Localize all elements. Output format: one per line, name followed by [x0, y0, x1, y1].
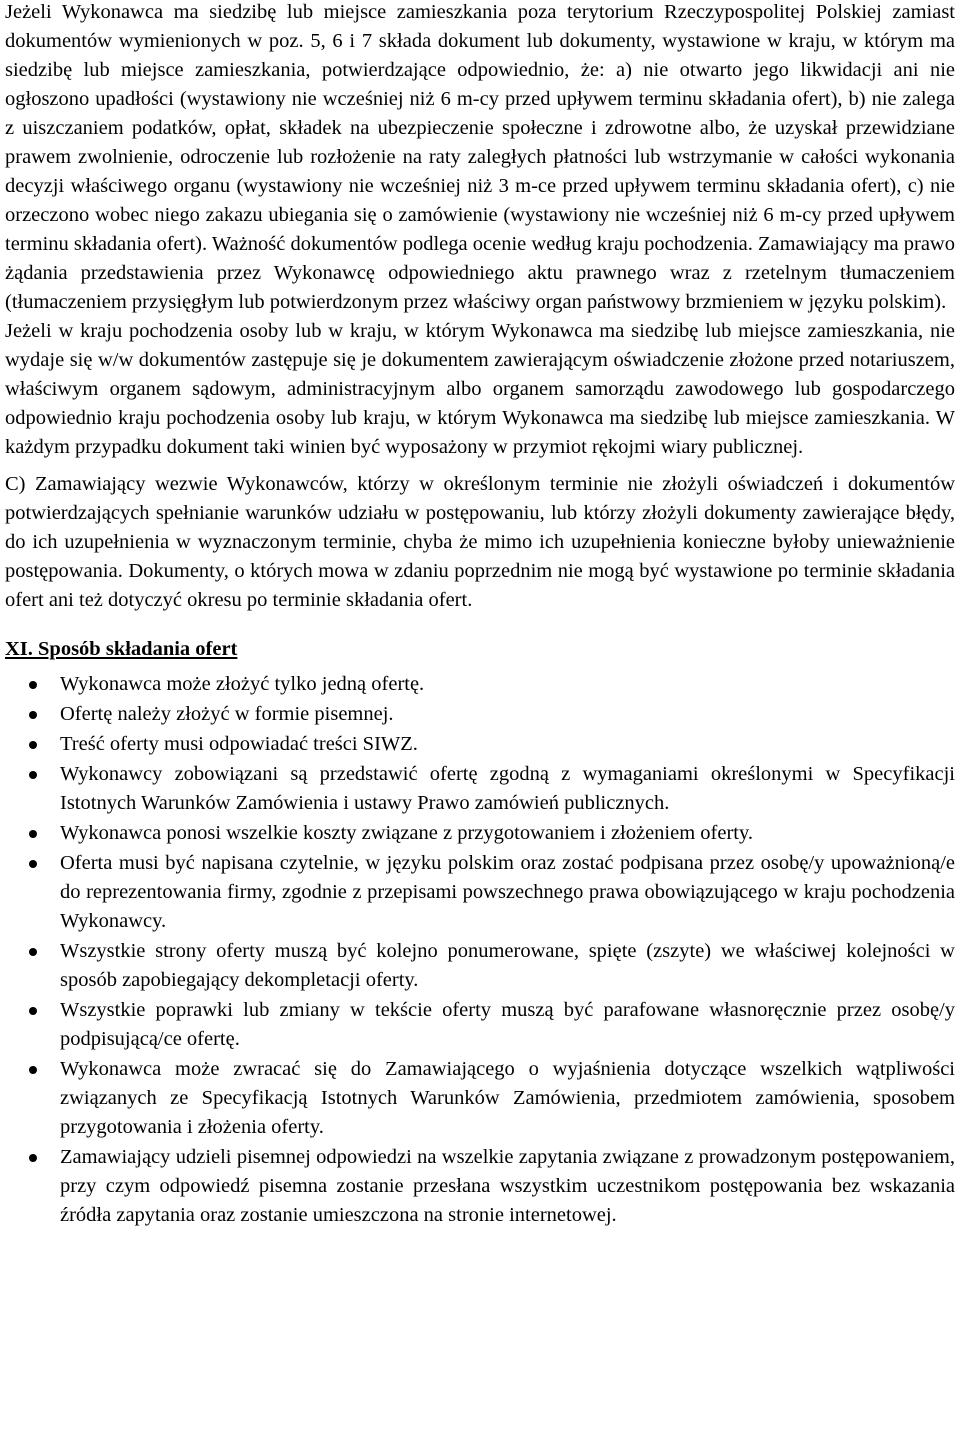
bullet-icon — [29, 771, 37, 779]
list-item — [5, 730, 955, 759]
document-page — [5, 0, 955, 1231]
list-item — [5, 670, 955, 699]
bullet-icon — [29, 711, 37, 719]
list-item-text: Treść oferty musi odpowiadać treści SIWZ. — [60, 733, 418, 755]
bullet-icon — [29, 860, 37, 868]
list-item — [5, 849, 955, 936]
offer-rules-list — [5, 670, 955, 1230]
list-item — [5, 700, 955, 729]
paragraph-supplementing-documents: C) Zamawiający wezwie Wykonawców, którzy w określonym terminie nie złożyli oświadczeń i dokumentów potwierdzających spełnianie warunków udziału w postępowaniu, lub którzy złożyli dokumenty zawierające błędy, do ich uzupełnienia w wyznaczonym terminie, chyba że mimo ich uzupełnienia konieczne byłoby unieważnienie postępowania. Dokumenty, o których mowa w zdaniu poprzednim nie mogą być wystawione po terminie składania ofert ani też dotyczyć okresu po terminie składania ofert. — [5, 473, 955, 611]
list-item-text: Zamawiający udzieli pisemnej odpowiedzi na wszelkie zapytania związane z prowadzonym postępowaniem, przy czym odpowiedź pisemna zostanie przesłana wszystkim uczestnikom postępowania bez wskazania źródła zapytania oraz zostanie umieszczona na stronie internetowej. — [60, 1146, 955, 1226]
list-item-text: Wykonawcy zobowiązani są przedstawić ofertę zgodną z wymaganiami określonymi w Specyfikacji Istotnych Warunków Zamówienia i ustawy Prawo zamówień publicznych. — [60, 763, 955, 814]
list-item — [5, 1055, 955, 1142]
list-item-text: Ofertę należy złożyć w formie pisemnej. — [60, 703, 394, 725]
list-item-text: Wszystkie poprawki lub zmiany w tekście oferty muszą być parafowane własnoręcznie przez osobę/y podpisującą/ce ofertę. — [60, 999, 955, 1050]
list-item — [5, 819, 955, 848]
paragraph-foreign-documents: Jeżeli Wykonawca ma siedzibę lub miejsce zamieszkania poza terytorium Rzeczypospolitej Polskiej zamiast dokumentów wymienionych w poz. 5, 6 i 7 składa dokument lub dokumenty, wystawione w kraju, w którym ma siedzibę lub miejsce zamieszkania, potwierdzające odpowiednio, że: a) nie otwarto jego likwidacji ani nie ogłoszono upadłości (wystawiony nie wcześniej niż 6 m-cy przed upływem terminu składania ofert), b) nie zalega z uiszczaniem podatków, opłat, składek na ubezpieczenie społeczne i zdrowotne albo, że uzyskał przewidziane prawem zwolnienie, odroczenie lub rozłożenie na raty zaległych płatności lub wstrzymanie w całości wykonania decyzji właściwego organu (wystawiony nie wcześniej niż 3 m-ce przed upływem terminu składania ofert), c) nie orzeczono wobec niego zakazu ubiegania się o zamówienie (wystawiony nie wcześniej niż 6 m-cy przed upływem terminu składania ofert). Ważność dokumentów podlega ocenie według kraju pochodzenia. Zamawiający ma prawo żądania przedstawienia przez Wykonawcę odpowiedniego aktu prawnego wraz z rzetelnym tłumaczeniem (tłumaczeniem przysięgłym lub potwierdzonym przez właściwy organ państwowy brzmieniem w języku polskim). — [5, 1, 955, 313]
bullet-icon — [29, 681, 37, 689]
list-item-text: Wykonawca może zwracać się do Zamawiającego o wyjaśnienia dotyczące wszelkich wątpliwości związanych ze Specyfikacją Istotnych Warunków Zamówienia, przedmiotem zamówienia, sposobem przygotowania i złożenia oferty. — [60, 1058, 955, 1138]
bullet-icon — [29, 830, 37, 838]
list-item-text: Wykonawca ponosi wszelkie koszty związane z przygotowaniem i złożeniem oferty. — [60, 822, 754, 844]
list-item — [5, 996, 955, 1054]
section-heading: XI. Sposób składania ofert — [5, 638, 238, 660]
list-item-text: Wykonawca może złożyć tylko jedną ofertę. — [60, 673, 425, 695]
bullet-icon — [29, 1007, 37, 1015]
paragraph-notarial-statement: Jeżeli w kraju pochodzenia osoby lub w kraju, w którym Wykonawca ma siedzibę lub miejsce zamieszkania, nie wydaje się w/w dokumentów zastępuje się je dokumentem zawierającym oświadczenie złożone przed notariuszem, właściwym organem sądowym, administracyjnym albo organem samorządu zawodowego lub gospodarczego odpowiednio kraju pochodzenia osoby lub kraju, w którym Wykonawca ma siedzibę lub miejsce zamieszkania. W każdym przypadku dokument taki winien być wyposażony w przymiot rękojmi wiary publicznej. — [5, 320, 955, 458]
bullet-icon — [29, 948, 37, 956]
list-item — [5, 937, 955, 995]
list-item — [5, 760, 955, 818]
list-item — [5, 1143, 955, 1230]
bullet-icon — [29, 741, 37, 749]
list-item-text: Wszystkie strony oferty muszą być kolejno ponumerowane, spięte (zszyte) we właściwej kolejności w sposób zapobiegający dekompletacji oferty. — [60, 940, 955, 991]
list-item-text: Oferta musi być napisana czytelnie, w języku polskim oraz zostać podpisana przez osobę/y upoważnioną/e do reprezentowania firmy, zgodnie z przepisami powszechnego prawa obowiązującego w kraju pochodzenia Wykonawcy. — [60, 852, 955, 932]
bullet-icon — [29, 1154, 37, 1162]
bullet-icon — [29, 1066, 37, 1074]
